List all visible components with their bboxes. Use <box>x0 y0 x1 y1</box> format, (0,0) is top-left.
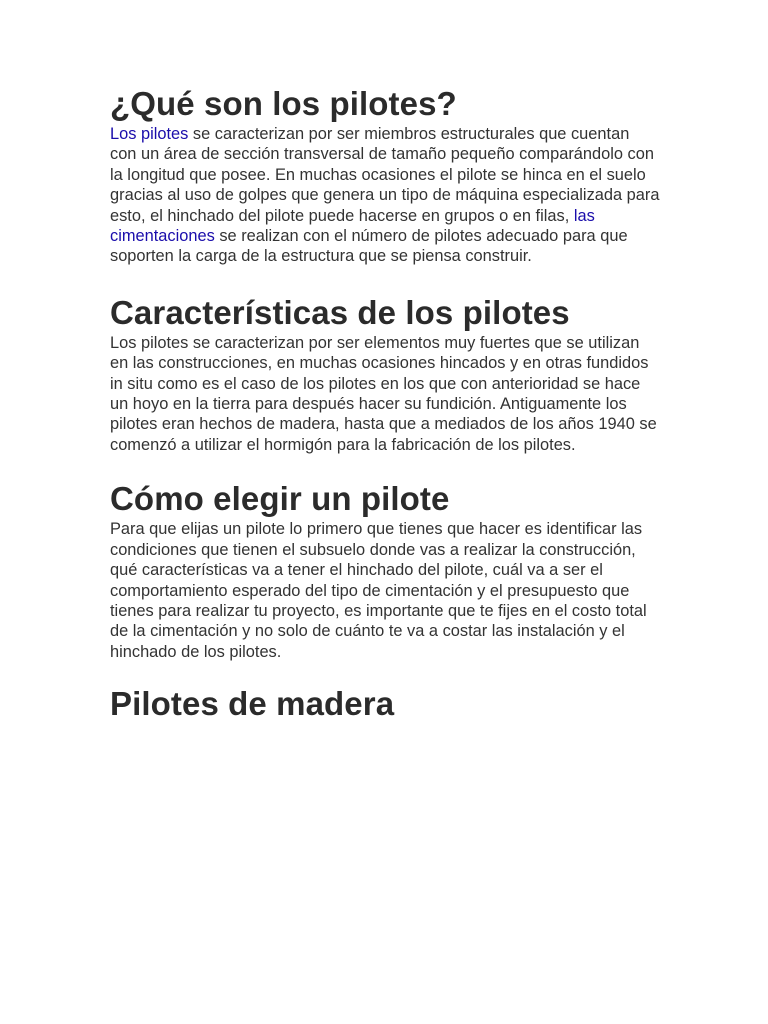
section-pilotes-de-madera <box>110 684 660 724</box>
document-page <box>110 84 660 724</box>
paragraph-text-part-1: se caracterizan por ser miembros estructurales que cuentan con un área de sección transversal de tamaño pequeño comparándolo con la longitud que posee. En muchas ocasiones el pilote se hinca en el suelo gracias al uso de golpes que genera un tipo de máquina especializada para esto, el hinchado del pilote puede hacerse en grupos o en filas, <box>110 125 660 225</box>
paragraph-que-son-los-pilotes <box>110 124 660 267</box>
link-los-pilotes[interactable]: Los pilotes <box>110 125 189 143</box>
heading-pilotes-de-madera: Pilotes de madera <box>110 685 395 723</box>
section-que-son-los-pilotes <box>110 84 660 267</box>
link-las-cimentaciones[interactable]: las cimentaciones <box>110 206 595 246</box>
section-como-elegir <box>110 479 660 662</box>
section-caracteristicas <box>110 293 660 455</box>
paragraph-text-part-2: se realizan con el número de pilotes adecuado para que soporten la carga de la estructura que se piensa construir. <box>110 227 628 266</box>
paragraph-como-elegir: Para que elijas un pilote lo primero que tienes que hacer es identificar las condiciones que tienen el subsuelo donde vas a realizar la construcción, qué características va a tener el hinchado del pilote, cuál va a ser el comportamiento esperado del tipo de cimentación y el presupuesto que tienes para realizar tu proyecto, es importante que te fijes en el costo total de la cimentación y no solo de cuánto te va a costar las instalación y el hinchado de los pilotes. <box>110 520 647 661</box>
heading-como-elegir-un-pilote: Cómo elegir un pilote <box>110 480 450 518</box>
paragraph-caracteristicas: Los pilotes se caracterizan por ser elementos muy fuertes que se utilizan en las construcciones, en muchas ocasiones hincados y en otras fundidos in situ como es el caso de los pilotes en los que con anterioridad se hace un hoyo en la tierra para después hacer su fundición. Antiguamente los pilotes eran hechos de madera, hasta que a mediados de los años 1940 se comenzó a utilizar el hormigón para la fabricación de los pilotes. <box>110 333 657 454</box>
heading-que-son-los-pilotes: ¿Qué son los pilotes? <box>110 85 457 122</box>
heading-caracteristicas-de-los-pilotes: Características de los pilotes <box>110 293 570 331</box>
